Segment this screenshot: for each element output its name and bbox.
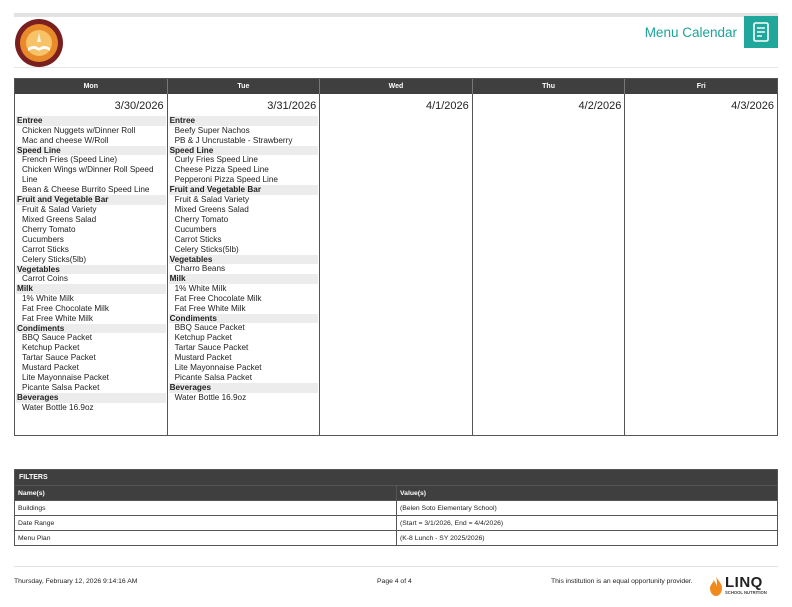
menu-category: Condiments xyxy=(169,314,319,324)
filters-col-value: Value(s) xyxy=(400,490,427,497)
menu-item: Cherry Tomato xyxy=(22,224,76,234)
menu-item: Fruit & Salad Variety xyxy=(174,194,250,204)
menu-item: Beefy Super Nachos xyxy=(174,125,250,135)
table-row xyxy=(15,515,777,530)
day-date: 4/1/2026 xyxy=(425,100,469,112)
day-column-mon xyxy=(15,94,167,435)
menu-category: Speed Line xyxy=(169,146,319,156)
menu-item: Lite Mayonnaise Packet xyxy=(22,373,109,382)
menu-item: Cherry Tomato xyxy=(174,214,229,224)
menu-item: 1% White Milk xyxy=(174,283,227,293)
calendar-header xyxy=(15,79,777,94)
menu-item: Fat Free White Milk xyxy=(22,313,93,323)
day-header-thu: Thu xyxy=(472,79,625,94)
day-column-wed xyxy=(319,94,472,435)
menu-document-icon[interactable] xyxy=(744,16,778,48)
filter-value: (Belen Soto Elementary School) xyxy=(400,505,497,512)
brand-subtitle: SCHOOL NUTRITION xyxy=(725,590,767,595)
linq-flame-logo xyxy=(708,574,780,598)
menu-category: Beverages xyxy=(16,393,166,403)
filters-heading: FILTERS xyxy=(15,470,777,485)
menu-item: Mixed Greens Salad xyxy=(174,204,249,214)
day-column-fri xyxy=(624,94,777,435)
brand-name: LINQ xyxy=(725,574,763,591)
filter-name: Date Range xyxy=(15,516,397,530)
day-date: 4/2/2026 xyxy=(578,100,622,112)
menu-item: Tartar Sauce Packet xyxy=(22,353,96,362)
menu-item: BBQ Sauce Packet xyxy=(174,323,245,332)
menu-category: Fruit and Vegetable Bar xyxy=(16,195,166,205)
menu-item: PB & J Uncrustable - Strawberry xyxy=(174,135,293,145)
menu-item: Bean & Cheese Burrito Speed Line xyxy=(22,185,150,194)
menu-item: Fat Free Chocolate Milk xyxy=(174,293,262,303)
menu-item: Water Bottle 16.9oz xyxy=(174,392,247,402)
menu-item: French Fries (Speed Line) xyxy=(22,155,118,164)
menu-item: Mustard Packet xyxy=(174,353,232,362)
menu-item: Fat Free Chocolate Milk xyxy=(22,303,109,313)
menu-item: Mustard Packet xyxy=(22,363,79,372)
footer-timestamp: Thursday, February 12, 2026 9:14:16 AM xyxy=(14,578,138,585)
day-date: 4/3/2026 xyxy=(731,100,774,112)
menu-item: Mac and cheese W/Roll xyxy=(22,135,109,145)
menu-item: Ketchup Packet xyxy=(174,333,232,342)
filters-column-headers xyxy=(15,485,777,500)
menu-item: Fat Free White Milk xyxy=(174,303,246,313)
menu-item: Chicken Nuggets w/Dinner Roll xyxy=(22,125,136,135)
menu-item: Picante Salsa Packet xyxy=(174,373,252,382)
menu-item: Carrot Sticks xyxy=(174,234,222,244)
menu-item: Cucumbers xyxy=(174,224,217,234)
menu-category: Entree xyxy=(16,116,166,126)
menu-item: Mixed Greens Salad xyxy=(22,214,97,224)
school-seal-logo xyxy=(14,18,64,68)
menu-item: Chicken Wings w/Dinner Roll Speed Line xyxy=(22,165,154,184)
day-header-mon: Mon xyxy=(83,83,98,90)
menu-item: BBQ Sauce Packet xyxy=(22,333,93,342)
filter-name: Buildings xyxy=(15,501,397,515)
menu-category: Condiments xyxy=(16,324,166,334)
table-row xyxy=(15,530,777,545)
menu-item: Celery Sticks(5lb) xyxy=(22,254,87,264)
filters-col-name: Name(s) xyxy=(15,486,397,500)
menu-category: Vegetables xyxy=(169,255,319,265)
day-header-tue: Tue xyxy=(167,79,320,94)
menu-item: Celery Sticks(5lb) xyxy=(174,244,239,254)
filters-table xyxy=(14,469,778,546)
menu-item: Cheese Pizza Speed Line xyxy=(174,165,269,174)
menu-item: Fruit & Salad Variety xyxy=(22,204,97,214)
menu-item: Ketchup Packet xyxy=(22,343,80,352)
footer-page-number: Page 4 of 4 xyxy=(377,578,412,585)
menu-category: Milk xyxy=(16,284,166,294)
day-header-wed: Wed xyxy=(319,79,472,94)
menu-category: Fruit and Vegetable Bar xyxy=(169,185,319,195)
menu-item: Carrot Coins xyxy=(22,274,68,283)
menu-category: Vegetables xyxy=(16,265,166,275)
menu-item: Curly Fries Speed Line xyxy=(174,155,258,164)
menu-category: Beverages xyxy=(169,383,319,393)
page-title: Menu Calendar xyxy=(644,25,737,40)
filter-name: Menu Plan xyxy=(15,531,397,545)
day-column-tue xyxy=(167,94,320,435)
menu-item: Picante Salsa Packet xyxy=(22,383,100,392)
menu-item: Pepperoni Pizza Speed Line xyxy=(174,175,278,184)
menu-calendar xyxy=(14,78,778,436)
menu-item: Water Bottle 16.9oz xyxy=(22,402,94,412)
menu-item: Cucumbers xyxy=(22,234,64,244)
day-date: 3/30/2026 xyxy=(114,100,164,112)
top-divider xyxy=(14,13,778,17)
menu-item: Tartar Sauce Packet xyxy=(174,343,249,352)
menu-category: Milk xyxy=(169,274,319,284)
menu-item: Lite Mayonnaise Packet xyxy=(174,363,262,372)
menu-category: Entree xyxy=(169,116,319,126)
calendar-body xyxy=(15,94,777,435)
table-row xyxy=(15,500,777,515)
menu-item: Carrot Sticks xyxy=(22,244,69,254)
filter-value: (Start = 3/1/2026, End = 4/4/2026) xyxy=(400,520,504,527)
menu-category: Speed Line xyxy=(16,146,166,156)
menu-item: Charro Beans xyxy=(174,264,226,273)
filter-value: (K-8 Lunch - SY 2025/2026) xyxy=(400,535,485,542)
day-date: 3/31/2026 xyxy=(267,100,317,112)
menu-item: 1% White Milk xyxy=(22,293,74,303)
footer-notice: This institution is an equal opportunity provider. xyxy=(551,578,693,585)
header-divider xyxy=(14,67,778,68)
day-column-thu xyxy=(472,94,625,435)
day-header-fri: Fri xyxy=(624,79,777,94)
footer-divider xyxy=(14,566,778,567)
